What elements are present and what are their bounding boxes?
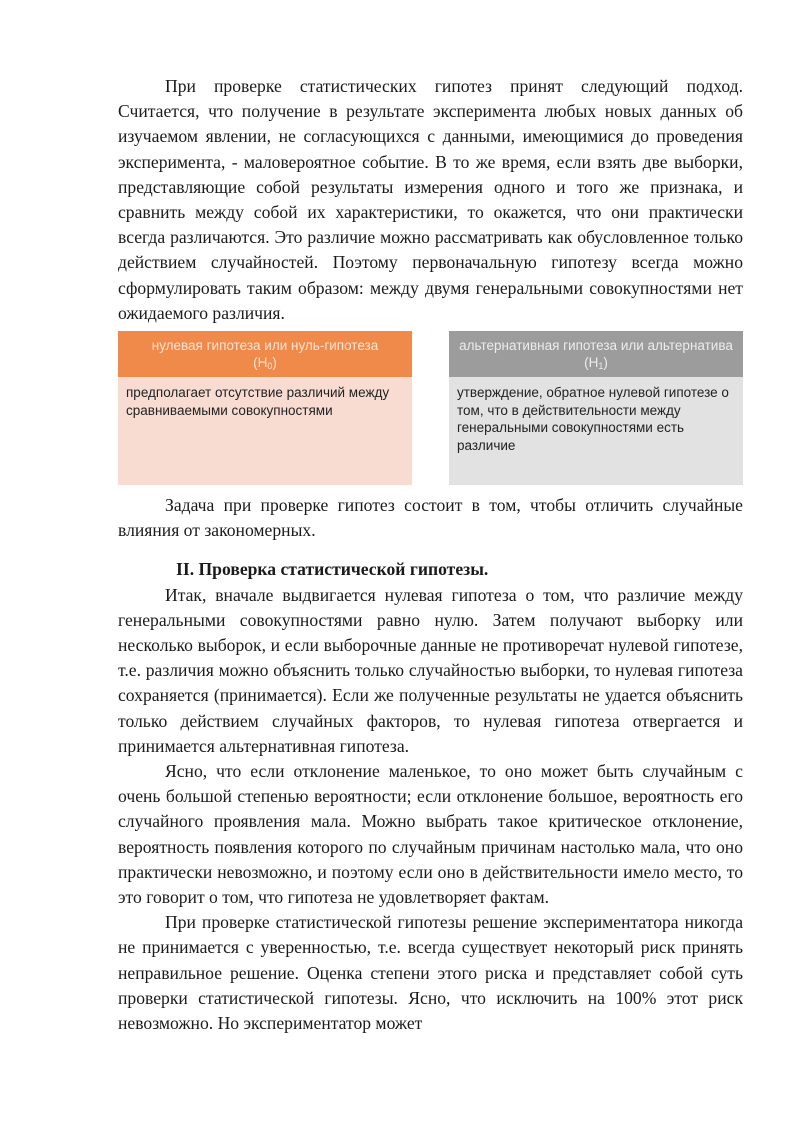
null-hypothesis-symbol: $(H_0)$ (253, 355, 277, 372)
null-hypothesis-description: предполагает отсутствие различий между сравниваемыми совокупностями (118, 377, 412, 485)
null-hypothesis-header (118, 331, 412, 377)
alternative-hypothesis-title: альтернативная гипотеза или альтернатива (459, 338, 733, 354)
task-paragraph: Задача при проверке гипотез состоит в том, чтобы отличить случайные влияния от закономерных. (118, 495, 743, 541)
null-hypothesis-block (118, 331, 412, 485)
intro-paragraph: При проверке статистических гипотез принят следующий подход. Считается, что получение в результате эксперимента любых новых данных об изучаемом явлении, не согласующихся с данными, имеющимися до проведения эксперимента, - маловероятное событие. В то же время, если взять две выборки, представляющие собой результаты измерения одного и того же признака, и сравнить между собой их характеристики, то окажется, что они практически всегда различаются. Это различие можно рассматривать как обусловленное только действием случайностей. Поэтому первоначальную гипотезу всегда можно сформулировать таким образом: между двумя генеральными совокупностями нет ожидаемого различия. (118, 76, 743, 323)
alternative-hypothesis-description: утверждение, обратное нулевой гипотезе о том, что в действительности между генеральными совокупностями есть различие (449, 377, 743, 485)
alternative-hypothesis-symbol: $(H_1)$ (584, 355, 608, 372)
section-paragraph-3: При проверке статистической гипотезы решение экспериментатора никогда не принимается с уверенностью, т.е. всегда существует некоторый риск принять неправильное решение. Оценка степени этого риска и представляет собой суть проверки статистической гипотезы. Ясно, что исключить на 100% этот риск невозможно. Но экспериментатор может (118, 912, 743, 1034)
hypotheses-diagram (118, 331, 743, 485)
section-paragraph-1: Итак, вначале выдвигается нулевая гипотеза о том, что различие между генеральными совокупностями равно нулю. Затем получают выборку или несколько выборок, и если выборочные данные не противоречат нулевой гипотезе, т.е. различия можно объяснить только случайностью выборки, то нулевая гипотеза сохраняется (принимается). Если же полученные результаты не удается объяснить только действием случайных факторов, то нулевая гипотеза отвергается и принимается альтернативная гипотеза. (118, 584, 743, 756)
section-title: II. Проверка статистической гипотезы. (176, 559, 489, 580)
alternative-hypothesis-header (449, 331, 743, 377)
section-paragraph-2: Ясно, что если отклонение маленькое, то оно может быть случайным с очень большой степенью вероятности; если отклонение большое, вероятность его случайного проявления мала. Можно выбрать такое критическое отклонение, вероятность появления которого по случайным причинам настолько мала, что оно практически невозможно, и поэтому если оно в действительности имело место, то это говорит о том, что гипотеза не удовлетворяет фактам. (118, 761, 743, 908)
null-hypothesis-title: нулевая гипотеза или нуль-гипотеза (151, 338, 379, 354)
alternative-hypothesis-block (449, 331, 743, 485)
document-page (118, 74, 743, 1036)
